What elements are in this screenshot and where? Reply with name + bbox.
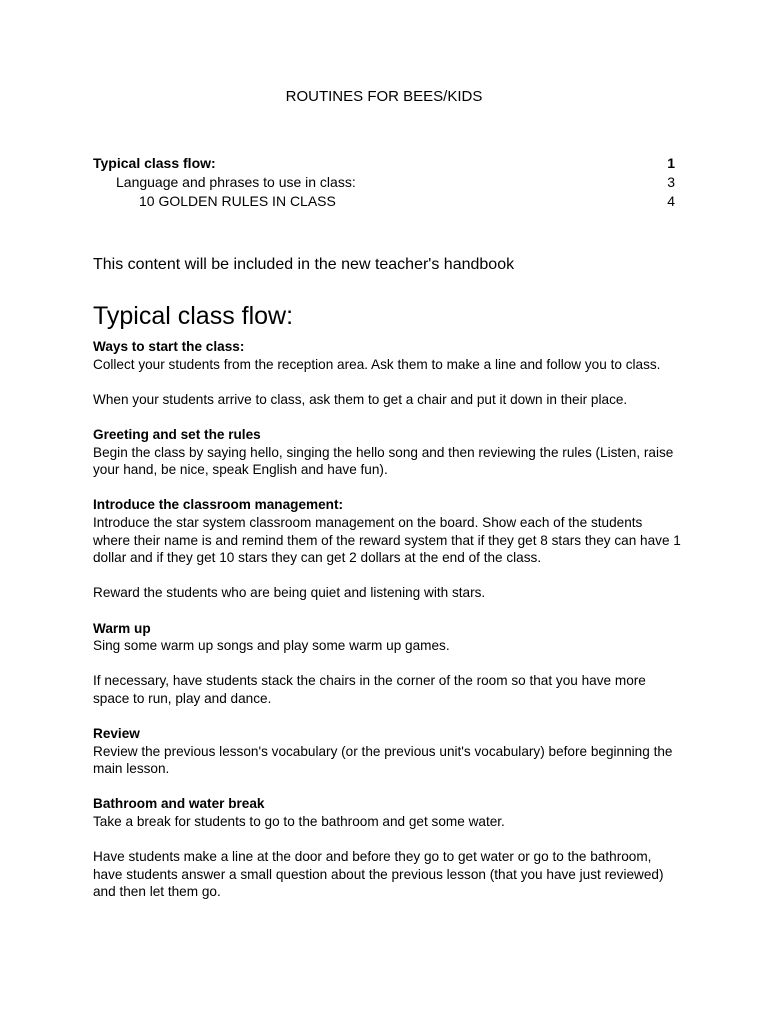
section-classroom-management [93, 496, 683, 602]
document-title: ROUTINES FOR BEES/KIDS [285, 88, 483, 105]
toc-entry[interactable] [93, 173, 675, 192]
paragraph: Collect your students from the reception area. Ask them to make a line and follow you to class. [93, 356, 661, 372]
document-body [93, 338, 683, 919]
paragraph: Begin the class by saying hello, singing the hello song and then reviewing the rules (Listen, raise your hand, be nice, speak English and have fun). [93, 444, 674, 478]
paragraph: When your students arrive to class, ask them to get a chair and put it down in their place. [93, 391, 628, 407]
section-review [93, 725, 683, 778]
paragraph: Sing some warm up songs and play some warm up games. [93, 638, 450, 654]
paragraph: Have students make a line at the door and before they go to get water or go to the bathroom, have students answer a small question about the previous lesson (that you have just reviewed) and then let them go. [93, 849, 664, 900]
paragraph: Introduce the star system classroom management on the board. Show each of the students where their name is and remind them of the reward system that if they get 8 stars they can have 1 dollar and if they get 10 stars they can get 2 dollars at the end of the class. [93, 514, 681, 566]
toc-entry-label: Language and phrases to use in class: [116, 174, 356, 190]
paragraph: Take a break for students to go to the bathroom and get some water. [93, 814, 505, 830]
section-heading: Typical class flow: [93, 302, 294, 330]
section-title: Warm up [93, 620, 151, 636]
table-of-contents [93, 154, 675, 211]
toc-entry-label: 10 GOLDEN RULES IN CLASS [139, 193, 336, 209]
section-title: Review [93, 726, 140, 742]
section-greeting [93, 426, 683, 479]
toc-entry-page: 1 [667, 155, 675, 171]
section-bathroom-break [93, 795, 683, 901]
toc-entry-page: 4 [667, 193, 675, 209]
section-title: Introduce the classroom management: [93, 497, 344, 513]
section-title: Ways to start the class: [93, 339, 245, 354]
toc-entry[interactable] [93, 192, 675, 211]
toc-entry-page: 3 [667, 174, 675, 190]
section-ways-to-start [93, 338, 683, 408]
section-warm-up [93, 620, 683, 708]
paragraph: Review the previous lesson's vocabulary (or the previous unit's vocabulary) before beginning the main lesson. [93, 743, 673, 777]
toc-entry[interactable] [93, 154, 675, 173]
section-title: Greeting and set the rules [93, 426, 261, 442]
section-title: Bathroom and water break [93, 796, 265, 812]
toc-entry-label: Typical class flow: [93, 155, 216, 171]
paragraph: If necessary, have students stack the chairs in the corner of the room so that you have more space to run, play and dance. [93, 673, 646, 706]
paragraph: Reward the students who are being quiet and listening with stars. [93, 585, 486, 601]
handbook-note: This content will be included in the new teacher's handbook [93, 256, 515, 273]
